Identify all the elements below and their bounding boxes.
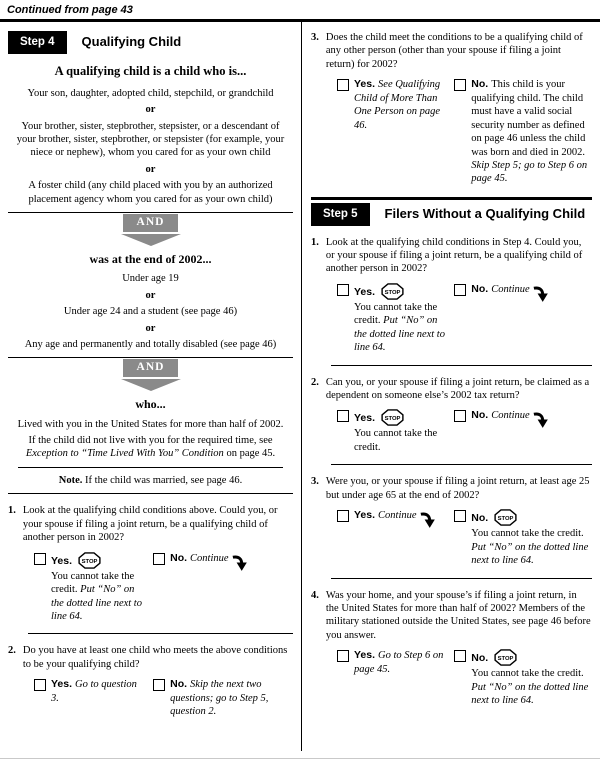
yes-label: Yes. xyxy=(354,412,376,425)
yes-result-text: You cannot take the credit. Put “No” on the dotted line next to line 64. xyxy=(51,570,142,622)
step5-badge: Step 5 xyxy=(311,203,370,226)
yes-action-text: Continue xyxy=(378,510,417,522)
step5-q1-no-checkbox[interactable] xyxy=(454,284,466,296)
step4-header xyxy=(8,31,293,54)
yes-label: Yes. xyxy=(354,78,376,91)
question-rule xyxy=(331,365,592,366)
step4-q2-answers xyxy=(34,678,293,718)
married-note: Note. If the child was married, see page 46. xyxy=(58,474,243,486)
stop-icon xyxy=(77,552,102,569)
no-label: No. xyxy=(471,78,489,91)
question-text: Can you, or your spouse if filing a joint return, be claimed as a dependent on someone else’s 2002 tax return? xyxy=(325,376,590,402)
qualifying-child-heading: A qualifying child is a child who is... xyxy=(54,63,247,78)
step5-q1-yes-checkbox[interactable] xyxy=(337,284,349,296)
step5-q3-yes-option[interactable] xyxy=(337,509,454,567)
yes-action-text: Go to Step 6 on page 45. xyxy=(354,650,444,675)
residence-condition-1: Lived with you in the United States for more than half of 2002. xyxy=(17,418,284,430)
age-condition-2: Under age 24 and a student (see page 46) xyxy=(63,306,238,318)
exception-reference: Exception to “Time Lived With You” Condition xyxy=(25,448,224,460)
step5-q3-no-option[interactable] xyxy=(454,509,592,567)
right-column xyxy=(311,25,592,711)
no-label: No. xyxy=(170,551,188,564)
step5-q1-answers xyxy=(337,283,592,355)
step5-question-3 xyxy=(311,475,592,502)
or-separator: or xyxy=(145,163,156,175)
no-result-text: This child is your qualifying child. The child must have a valid social security number as defined on page 46 unless the child was born and died in 2002. xyxy=(471,79,586,158)
step4-question-1 xyxy=(8,504,293,544)
no-action-text: Continue xyxy=(190,552,229,564)
step5-q4-yes-checkbox[interactable] xyxy=(337,650,349,662)
question-number: 3. xyxy=(311,476,319,488)
step4-q2-yes-option[interactable] xyxy=(34,678,153,718)
step5-title: Filers Without a Qualifying Child xyxy=(384,205,586,221)
question-number: 1. xyxy=(8,505,16,517)
step4-q1-no-option[interactable] xyxy=(153,552,293,624)
step5-q1-no-option[interactable] xyxy=(454,283,592,355)
question-text: Was your home, and your spouse’s if filing a joint return, in the United States for more than half of 2002? Members of the military stationed outside the United States, see page 46 before you answer. xyxy=(325,589,591,641)
yes-label: Yes. xyxy=(51,554,73,567)
step4-q1-no-checkbox[interactable] xyxy=(153,553,165,565)
or-separator: or xyxy=(145,322,156,334)
yes-label: Yes. xyxy=(354,285,376,298)
step4-q3-yes-option[interactable] xyxy=(337,78,454,186)
note-rule-top xyxy=(18,467,283,468)
step5-q2-no-checkbox[interactable] xyxy=(454,410,466,422)
step4-q1-yes-checkbox[interactable] xyxy=(34,553,46,565)
step5-question-4 xyxy=(311,589,592,643)
question-number: 4. xyxy=(311,589,319,601)
question-number: 2. xyxy=(8,645,16,657)
and-banner-label: AND xyxy=(123,359,179,377)
step5-q3-answers xyxy=(337,509,592,567)
age-condition-1: Under age 19 xyxy=(122,273,179,285)
step5-q1-yes-option[interactable] xyxy=(337,283,454,355)
question-text: Look at the qualifying child conditions above. Could you, or your spouse if filing a joint return, be a qualifying child of another person in 2002? xyxy=(22,505,278,544)
step5-question-1 xyxy=(311,236,592,276)
step5-q4-no-option[interactable] xyxy=(454,649,592,707)
top-rule xyxy=(0,19,600,22)
yes-result-text: You cannot take the credit. Put “No” on the dotted line next to line 64. xyxy=(354,301,445,354)
no-label: No. xyxy=(471,652,489,665)
no-label: No. xyxy=(471,409,489,422)
step5-header xyxy=(311,203,592,226)
continue-arrow-icon xyxy=(533,284,548,303)
step4-q2-no-checkbox[interactable] xyxy=(153,679,165,691)
relation-1: Your son, daughter, adopted child, stepchild, or grandchild xyxy=(27,87,274,99)
relation-3: A foster child (any child placed with you by an authorized placement agency whom you cared for as your own child) xyxy=(28,180,273,205)
step4-q3-yes-checkbox[interactable] xyxy=(337,79,349,91)
step4-q3-no-checkbox[interactable] xyxy=(454,79,466,91)
no-label: No. xyxy=(471,282,489,295)
step4-q3-answers xyxy=(337,78,592,186)
continue-arrow-icon xyxy=(420,510,435,529)
age-heading: was at the end of 2002... xyxy=(89,251,212,266)
note-label: Note. xyxy=(58,474,83,486)
no-result-text: You cannot take the credit. Put “No” on the dotted line next to line 64. xyxy=(471,528,589,567)
question-text: Does the child meet the conditions to be a qualifying child of any other person (other than your spouse if filing a joint return) for 2002? xyxy=(325,32,583,70)
and-banner-1 xyxy=(8,213,293,246)
continue-arrow-icon xyxy=(533,410,548,429)
and-down-arrow-icon xyxy=(121,234,181,246)
yes-action-text: See Qualifying Child of More Than One Person on page 46. xyxy=(354,79,441,131)
question-number: 2. xyxy=(311,376,319,388)
no-label: No. xyxy=(471,512,489,525)
question-number: 1. xyxy=(311,236,319,248)
step4-question-2 xyxy=(8,644,293,671)
or-separator: or xyxy=(145,289,156,301)
left-column xyxy=(8,28,293,722)
step4-q1-answers xyxy=(34,552,293,624)
stop-icon xyxy=(380,283,405,300)
step5-q2-no-option[interactable] xyxy=(454,409,592,454)
age-condition-3: Any age and permanently and totally disabled (see page 46) xyxy=(24,339,277,351)
step5-q2-answers xyxy=(337,409,592,454)
question-text: Were you, or your spouse if filing a joint return, at least age 25 but under age 65 at the end of 2002? xyxy=(325,476,590,501)
or-separator: or xyxy=(145,104,156,116)
step4-title: Qualifying Child xyxy=(81,34,182,50)
who-heading: who... xyxy=(135,397,166,412)
no-action-text: Continue xyxy=(491,283,530,295)
step5-q4-yes-option[interactable] xyxy=(337,649,454,707)
step4-question-3 xyxy=(311,31,592,71)
step5-q2-yes-option[interactable] xyxy=(337,409,454,454)
step5-q2-yes-checkbox[interactable] xyxy=(337,410,349,422)
continued-from-note: Continued from page 43 xyxy=(7,4,133,16)
and-down-arrow-icon xyxy=(121,379,181,391)
step4-q2-no-option[interactable] xyxy=(153,678,293,718)
step4-q1-yes-option[interactable] xyxy=(34,552,153,624)
yes-label: Yes. xyxy=(51,678,73,691)
question-rule xyxy=(28,633,293,634)
residence-condition-2: If the child did not live with you for the required time, see Exception to “Time Lived With You” Condition on page 45. xyxy=(25,435,276,460)
yes-label: Yes. xyxy=(354,649,376,662)
step5-q3-yes-checkbox[interactable] xyxy=(337,510,349,522)
no-action-text: Skip the next two questions; go to Step 5, question 2. xyxy=(170,679,269,718)
step5-q4-answers xyxy=(337,649,592,707)
step4-badge: Step 4 xyxy=(8,31,67,54)
question-rule xyxy=(331,578,592,579)
stop-icon xyxy=(380,409,405,426)
step5-q3-no-checkbox[interactable] xyxy=(454,510,466,522)
stop-icon xyxy=(493,649,518,666)
continue-arrow-icon xyxy=(232,553,247,572)
question-rule xyxy=(331,464,592,465)
and-banner-2 xyxy=(8,358,293,391)
yes-result-text: You cannot take the credit. xyxy=(354,428,438,453)
column-divider xyxy=(301,22,302,751)
question-number: 3. xyxy=(311,32,319,43)
yes-action-text: Go to question 3. xyxy=(51,679,137,704)
no-action-text: Continue xyxy=(491,410,530,422)
and-banner-label: AND xyxy=(123,214,179,232)
step5-top-rule xyxy=(311,197,592,200)
step4-q3-no-option[interactable]: No. This child is your qualifying child. The child must have a valid social security number as defined on page 46 unless the child was born and died in 2002. Skip Step 5; go to Step 6 on page 45. xyxy=(454,78,592,186)
step5-question-2 xyxy=(311,376,592,403)
step5-q4-no-checkbox[interactable] xyxy=(454,650,466,662)
note-rule-bottom xyxy=(8,493,293,494)
question-text: Look at the qualifying child conditions in Step 4. Could you, or your spouse if filing a joint return, be a qualifying child of another person in 2002? xyxy=(325,236,583,275)
no-label: No. xyxy=(170,678,188,691)
bottom-rule xyxy=(0,758,600,759)
stop-icon xyxy=(493,509,518,526)
no-result-text: You cannot take the credit. Put “No” on the dotted line next to line 64. xyxy=(471,668,589,707)
yes-label: Yes. xyxy=(354,509,376,522)
relation-2: Your brother, sister, stepbrother, stepsister, or a descendant of your brother, sister, stepbrother, or stepsister (for example, your niece or nephew), whom you cared for as your own child xyxy=(16,120,285,159)
step4-q2-yes-checkbox[interactable] xyxy=(34,679,46,691)
question-text: Do you have at least one child who meets the above conditions to be your qualifying child? xyxy=(22,645,288,670)
